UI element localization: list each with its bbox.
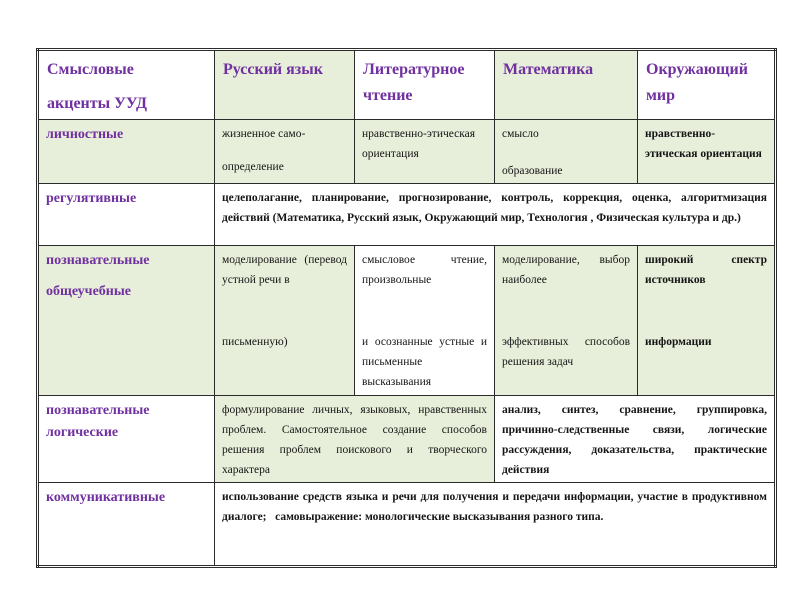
cell-text: этическая ориентация xyxy=(645,148,762,160)
cell-text: логические xyxy=(46,425,119,440)
table-row-regulyativnye xyxy=(38,184,776,246)
cell-text: общеучебные xyxy=(46,284,132,299)
body-cell xyxy=(215,184,776,246)
cell-text: личностные xyxy=(46,127,124,142)
body-cell xyxy=(495,120,638,184)
cell-text: моделирование (перевод устной речи в xyxy=(222,254,347,286)
cell-text: образование xyxy=(502,165,563,177)
cell-text: познавательные xyxy=(46,403,150,418)
cell-text: акценты УУД xyxy=(47,95,147,112)
header-cell-literaturnoe-chtenie xyxy=(355,50,495,120)
cell-text: Русский язык xyxy=(223,61,323,78)
table-body xyxy=(38,120,776,567)
cell-text: и осознанные устные и письменные высказывания xyxy=(362,336,487,388)
body-cell xyxy=(215,483,776,567)
header-cell-smyslovye-akcenty-uud xyxy=(38,50,215,120)
cell-text: моделирование, выбор наиболее xyxy=(502,254,630,286)
cell-text: смысловое чтение, произвольные xyxy=(362,254,487,286)
cell-text: смысло xyxy=(502,128,539,140)
header-row xyxy=(38,50,776,120)
uud-accents-table xyxy=(36,48,777,568)
cell-text: письменную) xyxy=(222,336,288,348)
body-cell xyxy=(215,396,495,483)
cell-text: информации xyxy=(645,336,712,348)
cell-text: Математика xyxy=(503,61,594,78)
body-cell xyxy=(215,120,355,184)
cell-text: Смысловые xyxy=(47,61,134,78)
cell-text: коммуникативные xyxy=(46,490,166,505)
row-label-regulyativnye xyxy=(38,184,215,246)
header-cell-matematika xyxy=(495,50,638,120)
cell-text: Литературное чтение xyxy=(363,61,465,104)
cell-text: регулятивные xyxy=(46,191,137,206)
cell-text: определение xyxy=(222,161,284,173)
cell-text: использование средств языка и речи для получения и передачи информации, участие в продуктивном диалоге; самовыражение: монологические высказывания разного типа. xyxy=(222,491,767,523)
header-cell-okruzhayushchiy-mir xyxy=(638,50,776,120)
table-row-lichnostnye xyxy=(38,120,776,184)
cell-text: формулирование личных, языковых, нравственных проблем. Самостоятельное создание способов решения проблем поискового и творческого характера xyxy=(222,404,487,476)
body-cell xyxy=(638,246,776,396)
cell-text: нравственно-этическая ориентация xyxy=(362,128,476,160)
cell-text: жизненное само- xyxy=(222,128,306,140)
body-cell xyxy=(495,396,776,483)
body-cell xyxy=(355,246,495,396)
cell-text: широкий спектр источников xyxy=(645,254,767,286)
body-cell xyxy=(355,120,495,184)
table-row-poznavatelnye-logicheskie xyxy=(38,396,776,483)
row-label-poznavatelnye-obshcheuchebnye xyxy=(38,246,215,396)
cell-text: познавательные xyxy=(46,253,150,268)
row-label-lichnostnye xyxy=(38,120,215,184)
cell-text: эффективных способов решения задач xyxy=(502,336,630,368)
row-label-kommunikativnye xyxy=(38,483,215,567)
table-header xyxy=(38,50,776,120)
cell-text: целеполагание, планирование, прогнозирование, контроль, коррекция, оценка, алгоритмизация действий (Математика, Русский язык, Окружающий мир, Технология , Физическая культура и др.) xyxy=(222,192,767,224)
body-cell xyxy=(495,246,638,396)
row-label-poznavatelnye-logicheskie xyxy=(38,396,215,483)
table-row-poznavatelnye-obshcheuchebnye xyxy=(38,246,776,396)
cell-text: Окружающий мир xyxy=(646,61,748,104)
header-cell-russkiy-yazyk xyxy=(215,50,355,120)
body-cell xyxy=(215,246,355,396)
cell-text: анализ, синтез, сравнение, группировка, причинно-следственные связи, логические рассуждения, доказательства, практические действия xyxy=(502,404,767,476)
table-row-kommunikativnye xyxy=(38,483,776,567)
cell-text: нравственно- xyxy=(645,128,716,140)
body-cell xyxy=(638,120,776,184)
